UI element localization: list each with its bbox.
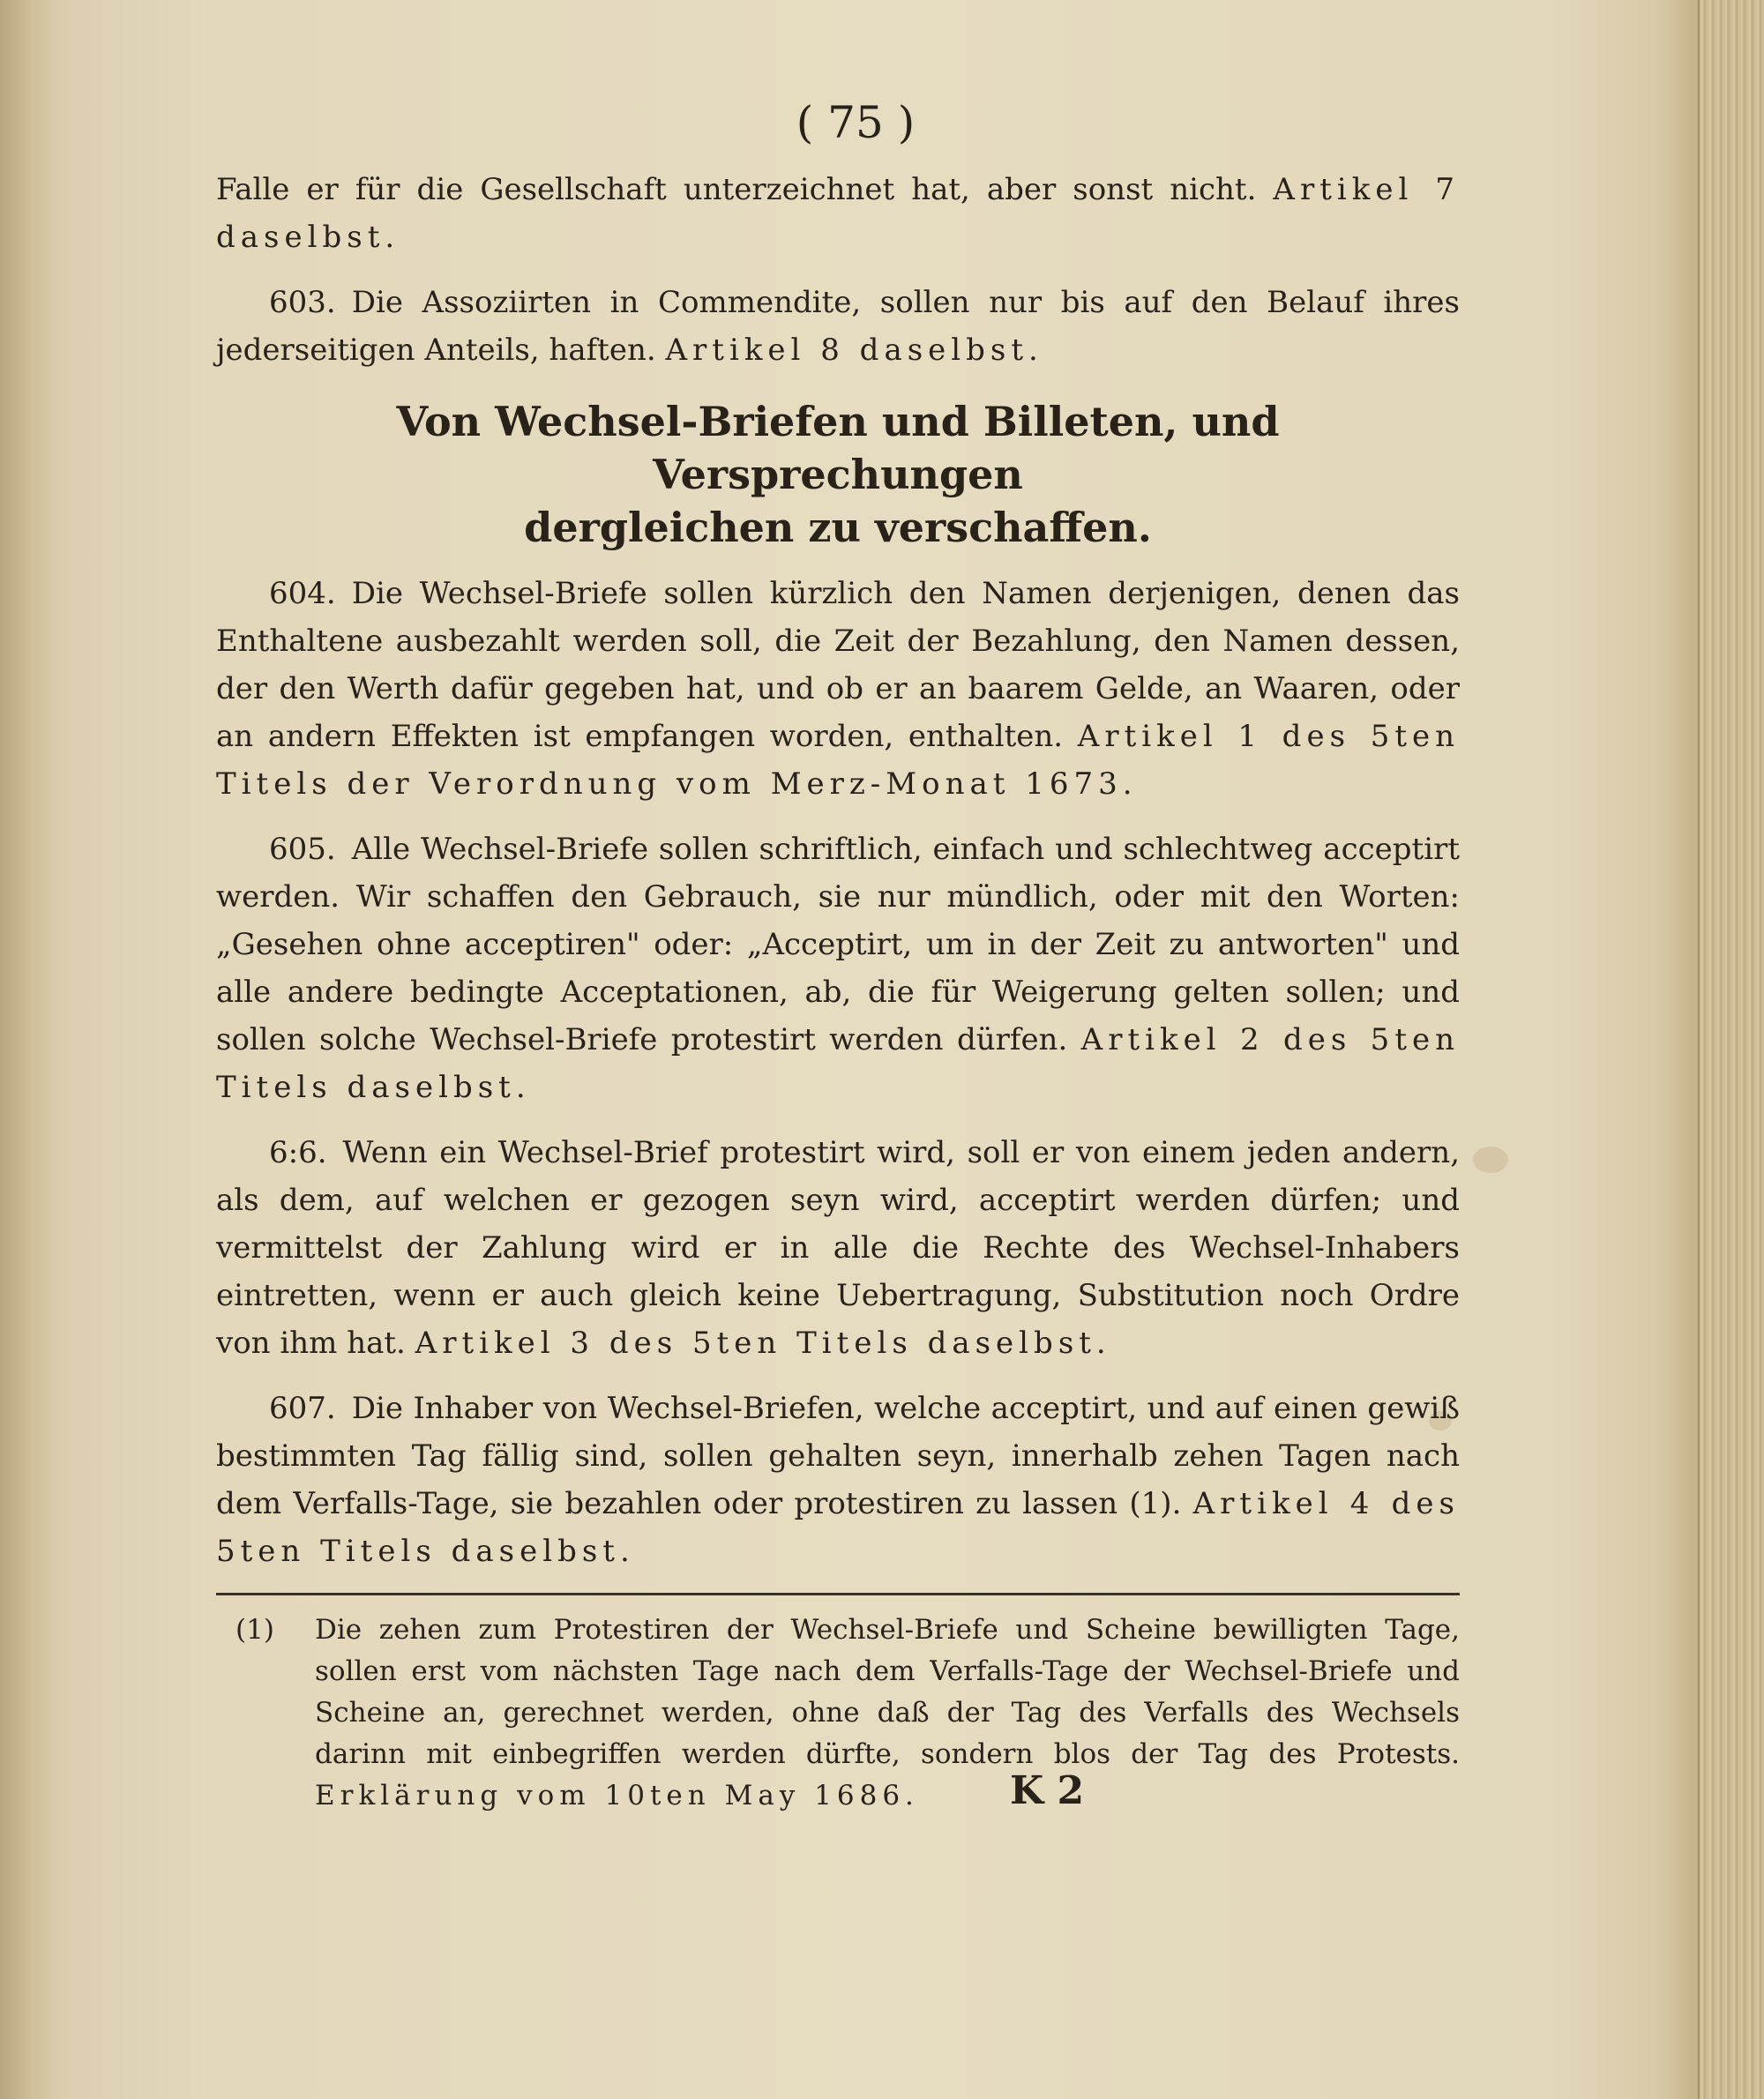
paragraph-number: 603. xyxy=(269,285,336,320)
paragraph-604 xyxy=(216,570,1460,808)
footnote-divider xyxy=(216,1593,1460,1595)
paragraph-text: Falle er für die Gesellschaft unterzeichnet hat, aber sonst nicht. xyxy=(216,172,1257,207)
page-gutter xyxy=(0,0,53,2099)
page-fore-edge xyxy=(1698,0,1764,2099)
article-reference: Artikel 4 des 5ten Titels daselbst. xyxy=(216,1486,1460,1569)
article-reference: Artikel 8 daselbst. xyxy=(665,332,1043,368)
footnote-reference: Erklärung vom 10ten May 1686. xyxy=(315,1780,919,1811)
page-content xyxy=(216,97,1460,1817)
footnote-marker: (1) xyxy=(235,1614,274,1646)
paragraph-text: Die Wechsel-Briefe sollen kürzlich den Namen derjenigen, denen das Enthaltene ausbezahlt werden soll, die Zeit der Bezahlung, den Namen dessen, der den Werth dafür gegeben hat, und ob er an baarem Gelde, an Waaren, oder an andern Effekten ist empfangen worden, enthalten. xyxy=(216,576,1460,754)
paragraph-603 xyxy=(216,279,1460,374)
paragraph-number: 607. xyxy=(269,1391,336,1426)
paragraph-number: 6:6. xyxy=(269,1135,327,1170)
paragraph-number: 605. xyxy=(269,832,336,867)
section-heading-line: Von Wechsel-Briefen und Billeten, und Versprechungen xyxy=(396,398,1280,498)
footnote-text: Die zehen zum Protestiren der Wechsel-Briefe und Scheine bewilligten Tage, sollen erst vom nächsten Tage nach dem Verfalls-Tage der Wechsel-Briefe und Scheine an, gerechnet werden, ohne daß der Tag des Verfalls des Wechsels darinn mit einbegriffen werden dürfte, sondern blos der Tag des Protests. xyxy=(315,1614,1460,1770)
signature-mark: K 2 xyxy=(1010,1768,1085,1813)
section-heading xyxy=(216,395,1460,554)
paragraph-607 xyxy=(216,1385,1460,1575)
paragraph-text: Die Inhaber von Wechsel-Briefen, welche acceptirt, und auf einen gewiß bestimmten Tag fällig sind, sollen gehalten seyn, innerhalb zehen Tagen nach dem Verfalls-Tage, sie bezahlen oder protestiren zu lassen (1). xyxy=(216,1391,1460,1521)
article-reference: Artikel 1 des 5ten Titels der Verordnung vom Merz-Monat 1673. xyxy=(216,719,1461,802)
paper-stain xyxy=(1473,1147,1508,1173)
article-reference: Artikel 2 des 5ten Titels daselbst. xyxy=(216,1022,1460,1105)
footnote-body xyxy=(315,1610,1460,1817)
paragraph-number: 604. xyxy=(269,576,336,611)
paragraph-text: Wenn ein Wechsel-Brief protestirt wird, soll er von einem jeden andern, als dem, auf welchen er gezogen seyn wird, acceptirt werden dürfen; und vermittelst der Zahlung wird er in alle die Rechte des Wechsel-Inhabers eintretten, wenn er auch gleich keine Uebertragung, Substitution noch Ordre von ihm hat. xyxy=(216,1135,1460,1361)
paragraph-606 xyxy=(216,1129,1460,1367)
paragraph-text: Alle Wechsel-Briefe sollen schriftlich, einfach und schlechtweg acceptirt werden. Wir schaffen den Gebrauch, sie nur mündlich, oder mit den Worten: „Gesehen ohne acceptiren" oder: „Acceptirt, um in der Zeit zu antworten" und alle andere bedingte Acceptationen, ab, die für Weigerung gelten sollen; und sollen solche Wechsel-Briefe protestirt werden dürfen. xyxy=(216,832,1460,1057)
article-reference: Artikel 3 des 5ten Titels daselbst. xyxy=(415,1326,1111,1361)
paragraph-605 xyxy=(216,825,1460,1111)
continuation-paragraph xyxy=(216,166,1460,261)
section-heading-line: dergleichen zu verschaffen. xyxy=(524,504,1152,551)
paragraph-text: Die Assoziirten in Commendite, sollen nur bis auf den Belauf ihres jederseitigen Anteils, haften. xyxy=(216,285,1460,368)
footnote xyxy=(235,1610,1460,1817)
page-number: ( 75 ) xyxy=(796,97,916,148)
article-reference: Artikel 7 daselbst. xyxy=(216,172,1460,255)
